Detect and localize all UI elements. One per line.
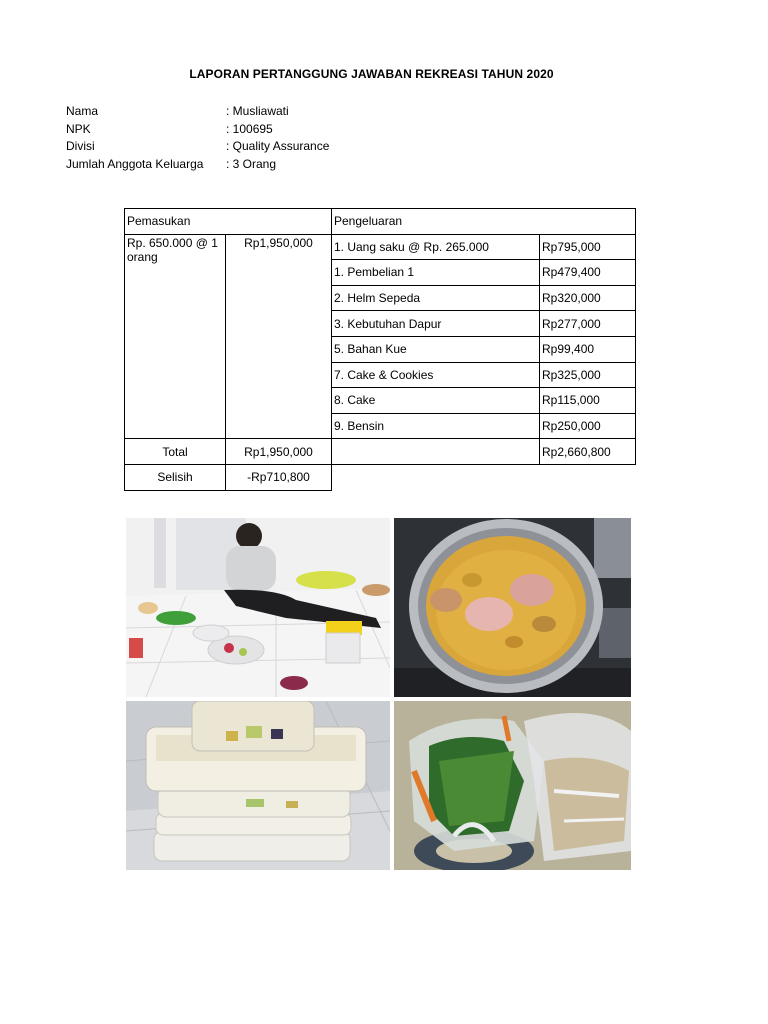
table-row (125, 234, 636, 260)
photo-stacked-cake-containers (126, 701, 390, 870)
info-value: : Musliawati (226, 104, 289, 118)
photo-person-sorting-food (126, 518, 390, 697)
expense-item: 5. Bahan Kue (332, 336, 540, 362)
income-description: Rp. 650.000 @ 1 orang (125, 234, 226, 439)
income-header: Pemasukan (125, 209, 332, 235)
expense-item: 1. Pembelian 1 (332, 260, 540, 286)
expense-amount: Rp99,400 (540, 336, 636, 362)
expense-amount: Rp277,000 (540, 311, 636, 337)
total-income: Rp1,950,000 (226, 439, 332, 465)
expense-item: 3. Kebutuhan Dapur (332, 311, 540, 337)
total-expense: Rp2,660,800 (540, 439, 636, 465)
employee-info (66, 103, 329, 173)
expense-amount: Rp320,000 (540, 285, 636, 311)
expense-amount: Rp250,000 (540, 413, 636, 439)
photo-collage (126, 518, 631, 870)
photo-curry-pot (394, 518, 631, 697)
info-row-npk (66, 121, 329, 139)
info-row-name (66, 103, 329, 121)
expense-amount: Rp795,000 (540, 234, 636, 260)
info-row-division (66, 138, 329, 156)
expense-item: 2. Helm Sepeda (332, 285, 540, 311)
photo-vegetables-in-plastic-bag (394, 701, 631, 870)
income-amount: Rp1,950,000 (226, 234, 332, 439)
info-value: : 3 Orang (226, 156, 277, 171)
total-empty-cell (332, 439, 540, 465)
difference-label: Selisih (125, 464, 226, 490)
expense-item: 8. Cake (332, 388, 540, 414)
info-value: : Quality Assurance (226, 139, 330, 153)
expense-amount: Rp325,000 (540, 362, 636, 388)
difference-row (125, 464, 636, 490)
table-header-row (125, 209, 636, 235)
expense-amount: Rp479,400 (540, 260, 636, 286)
info-label: Divisi (66, 139, 95, 153)
expense-item: 7. Cake & Cookies (332, 362, 540, 388)
expense-item: 9. Bensin (332, 413, 540, 439)
report-table (124, 208, 636, 491)
expense-header: Pengeluaran (332, 209, 636, 235)
info-value: : 100695 (226, 121, 273, 136)
expense-amount: Rp115,000 (540, 388, 636, 414)
total-row (125, 439, 636, 465)
expense-item: 1. Uang saku @ Rp. 265.000 (332, 234, 540, 260)
info-label: Nama (66, 104, 99, 118)
report-title: LAPORAN PERTANGGUNG JAWABAN REKREASI TAHUN 2020 (189, 67, 554, 81)
difference-value: -Rp710,800 (226, 464, 332, 490)
info-label: NPK (66, 121, 91, 136)
total-label: Total (125, 439, 226, 465)
info-label: Jumlah Anggota Keluarga (66, 156, 204, 171)
info-row-family-members (66, 156, 329, 174)
